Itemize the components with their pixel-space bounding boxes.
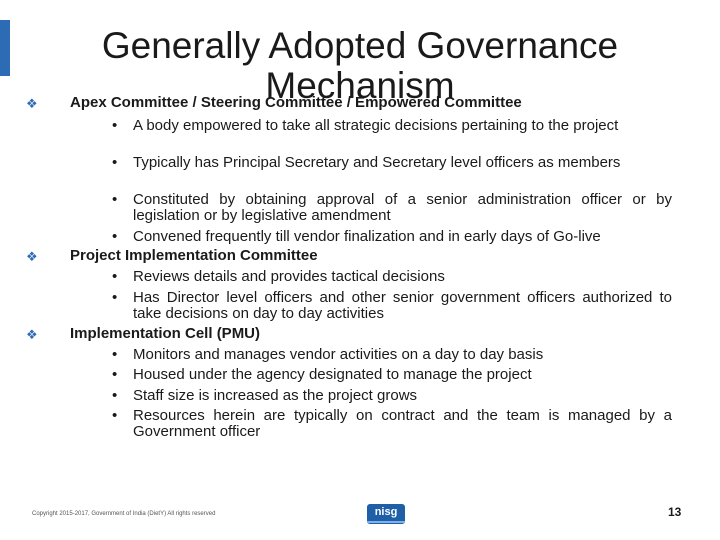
slide-title: Generally Adopted Governance Mechanism xyxy=(101,25,619,106)
nisg-logo xyxy=(367,504,405,524)
bullet-text: A body empowered to take all strategic decisions pertaining to the project xyxy=(133,117,619,134)
bullet-icon: • xyxy=(112,346,118,363)
section-heading-apex: Apex Committee / Steering Committee / Empowered Committee xyxy=(70,94,522,111)
diamond-bullet-icon: ❖ xyxy=(26,96,38,111)
bullet-icon: • xyxy=(112,289,118,306)
bullet-text: Monitors and manages vendor activities on a day to day basis xyxy=(133,346,544,363)
bullet-text: Constituted by obtaining approval of a senior administration officer or by legislation or by legislative amendment xyxy=(133,191,672,224)
page-number: 13 xyxy=(668,505,682,519)
bullet-text: Reviews details and provides tactical decisions xyxy=(133,268,445,285)
bullet-text: Convened frequently till vendor finalization and in early days of Go-live xyxy=(133,228,601,245)
bullet-text: Staff size is increased as the project grows xyxy=(133,387,418,404)
bullet-text: Resources herein are typically on contract and the team is managed by a Government officer xyxy=(133,407,672,440)
logo-text: nisg xyxy=(374,506,398,518)
bullet-text: Has Director level officers and other senior government officers authorized to take decisions on day to day activities xyxy=(133,289,672,322)
bullet-icon: • xyxy=(112,228,118,245)
logo-underline xyxy=(367,521,405,523)
bullet-icon: • xyxy=(112,407,118,424)
bullet-icon: • xyxy=(112,366,118,383)
bullet-icon: • xyxy=(112,154,118,171)
slide-accent-bar xyxy=(0,20,10,76)
bullet-text: Typically has Principal Secretary and Secretary level officers as members xyxy=(133,154,621,171)
bullet-icon: • xyxy=(112,117,118,134)
footer-copyright: Copyright 2015-2017, Government of India (DietY) All rights reserved xyxy=(32,511,216,517)
section-heading-pmu: Implementation Cell (PMU) xyxy=(70,325,261,342)
bullet-icon: • xyxy=(112,268,118,285)
bullet-text: Housed under the agency designated to manage the project xyxy=(133,366,532,383)
bullet-icon: • xyxy=(112,191,118,208)
diamond-bullet-icon: ❖ xyxy=(26,249,38,264)
diamond-bullet-icon: ❖ xyxy=(26,327,38,342)
bullet-icon: • xyxy=(112,387,118,404)
section-heading-pic: Project Implementation Committee xyxy=(70,247,318,264)
